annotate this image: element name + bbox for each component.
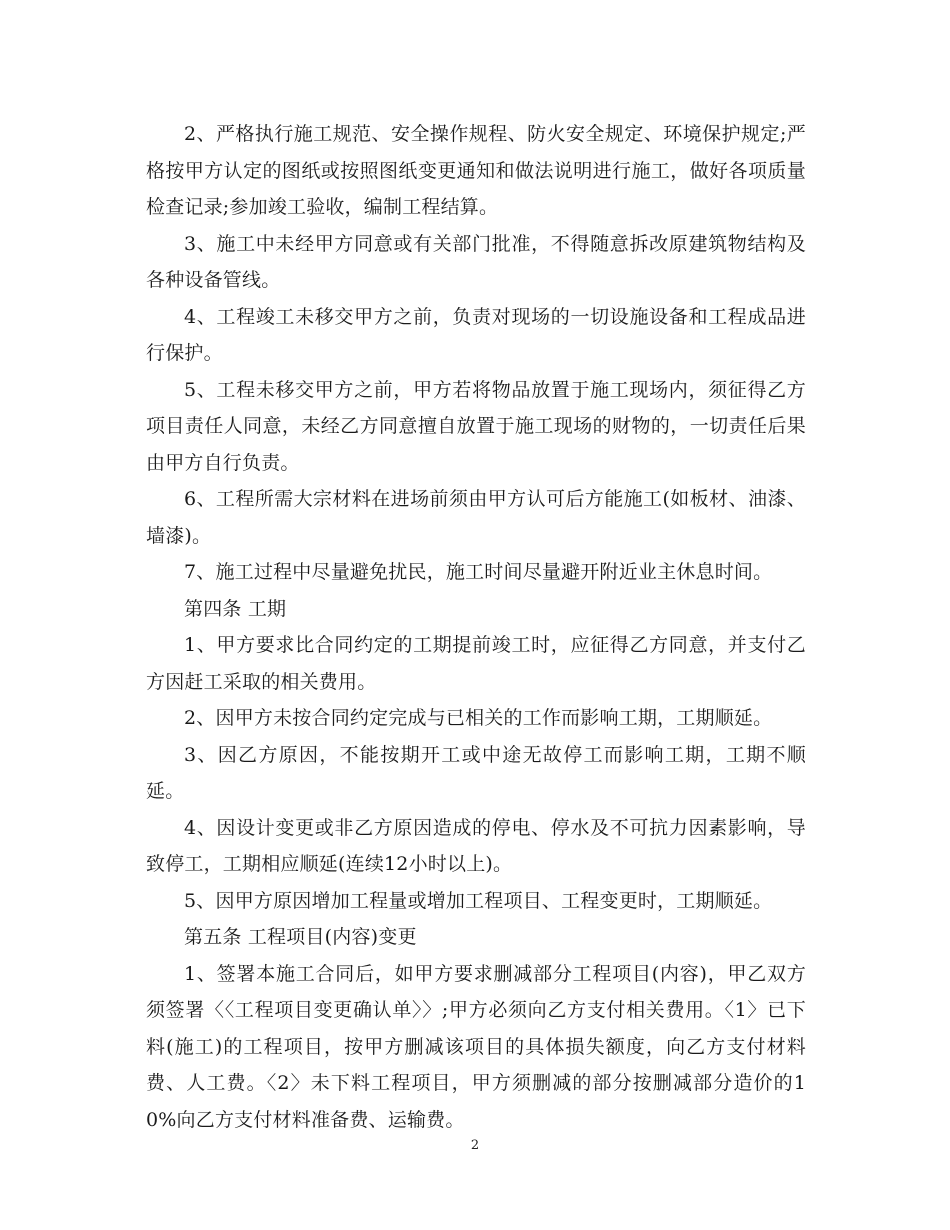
clause-paragraph: 7、施工过程中尽量避免扰民，施工时间尽量避开附近业主休息时间。 xyxy=(184,561,773,583)
clause-paragraph: 6、工程所需大宗材料在进场前须由甲方认可后方能施工(如板材、油漆、墙漆)。 xyxy=(146,488,806,547)
clause-paragraph: 3、因乙方原因，不能按期开工或中途无故停工而影响工期，工期不顺延。 xyxy=(146,743,806,802)
clause-paragraph: 4、因设计变更或非乙方原因造成的停电、停水及不可抗力因素影响，导致停工，工期相应顺延(连续12小时以上)。 xyxy=(146,816,806,875)
clause-paragraph: 2、严格执行施工规范、安全操作规程、防火安全规定、环境保护规定;严格按甲方认定的图纸或按照图纸变更通知和做法说明进行施工，做好各项质量检查记录;参加竣工验收，编制工程结算。 xyxy=(146,123,806,218)
clause-paragraph: 3、施工中未经甲方同意或有关部门批准，不得随意拆改原建筑物结构及各种设备管线。 xyxy=(146,232,806,291)
clause-paragraph: 4、工程竣工未移交甲方之前，负责对现场的一切设施设备和工程成品进行保护。 xyxy=(146,305,806,364)
section-heading-article-4: 第四条 工期 xyxy=(184,597,287,620)
page-number: 2 xyxy=(470,1138,480,1153)
document-body xyxy=(146,116,806,1138)
clause-paragraph: 1、甲方要求比合同约定的工期提前竣工时，应征得乙方同意，并支付乙方因赶工采取的相关费用。 xyxy=(146,634,806,693)
section-heading-article-5: 第五条 工程项目(内容)变更 xyxy=(184,926,417,948)
clause-paragraph: 5、工程未移交甲方之前，甲方若将物品放置于施工现场内，须征得乙方项目责任人同意，未经乙方同意擅自放置于施工现场的财物的，一切责任后果由甲方自行负责。 xyxy=(146,378,806,474)
clause-paragraph: 5、因甲方原因增加工程量或增加工程项目、工程变更时，工期顺延。 xyxy=(184,889,773,912)
clause-paragraph: 2、因甲方未按合同约定完成与已相关的工作而影响工期，工期顺延。 xyxy=(184,707,773,729)
clause-paragraph: 1、签署本施工合同后，如甲方要求删减部分工程项目(内容)，甲乙双方须签署〈〈工程项目变更确认单〉〉;甲方必须向乙方支付相关费用。〈1〉已下料(施工)的工程项目，按甲方删减该项目的具体损失额度，向乙方支付材料费、人工费。〈2〉未下料工程项目，甲方须删减的部分按删减部分造价的10%向乙方支付材料准备费、运输费。 xyxy=(146,962,806,1131)
